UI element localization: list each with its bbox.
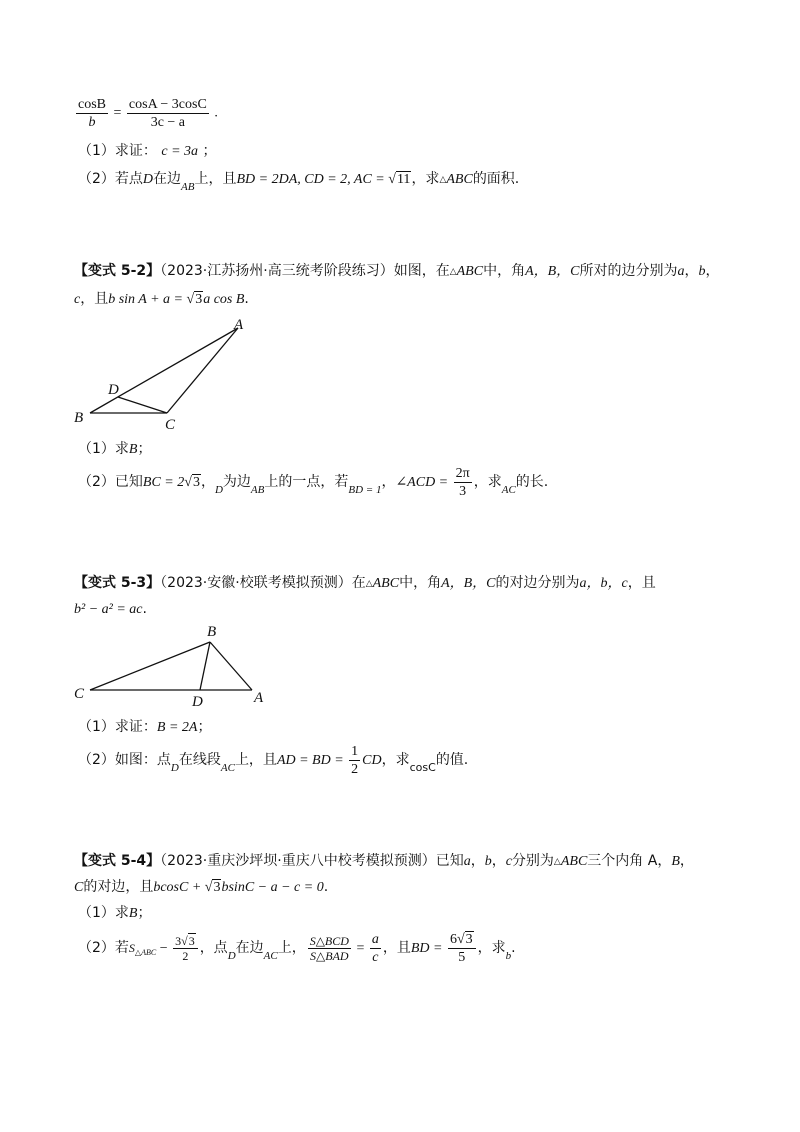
- p4-part2-frac-den: 2: [182, 948, 189, 963]
- p3-part2-text1: 在线段: [178, 752, 221, 768]
- p4-part2-bd-num-pre: 6: [449, 931, 457, 947]
- p2-part2-bd: BD = 1: [348, 484, 382, 496]
- p1-part1-label: （1）求证：: [78, 143, 157, 159]
- p4-part2-bd-fraction: $\frac{6√3}{5}$: [448, 931, 476, 966]
- p2-part2-bc-sqrt: 3: [192, 475, 200, 490]
- p4-part2-eq2: =: [352, 941, 368, 956]
- p4-part2-ratio-num: S△BCD: [309, 933, 349, 948]
- p2-part1-label: （1）求: [78, 441, 129, 457]
- p3-part1-math: B = 2A: [156, 720, 198, 735]
- p4-header: [74, 850, 694, 874]
- p3-part1-end: ；: [197, 719, 212, 735]
- p2-part2-sep2: ，: [381, 474, 396, 490]
- p3-part2-ac: AC: [220, 762, 235, 774]
- p1-part2-tri: △: [439, 175, 447, 185]
- p4-line2-c: C: [74, 880, 84, 895]
- p3-part2-frac-den: 2: [351, 761, 359, 777]
- p4-part1-label: （1）求: [78, 905, 129, 921]
- p3-part2-d: D: [170, 762, 179, 774]
- p4-sep2: ，: [491, 853, 506, 869]
- p2-part2-text4: 的长.: [515, 474, 549, 490]
- p2-tri: △: [449, 267, 457, 277]
- p1-part2-math: BD = 2DA, CD = 2, AC =: [236, 172, 389, 187]
- p4-source: （2023·重庆沙坪坝·重庆八中校考模拟预测）已知: [160, 853, 464, 869]
- p4-part1-end: ；: [137, 905, 152, 921]
- p1-part2-tri-name: ABC: [446, 172, 473, 187]
- p2-text2: 所对的边分别为: [579, 263, 678, 279]
- p4-part2-area-fraction: $\frac{3√3}{2}$: [173, 934, 198, 963]
- p1-condition: $\frac{\cos B}{b}$ = $\frac{\cos A - 3\cos C}{3c - a}$ .: [78, 97, 218, 130]
- p4-part2-text2: 在边: [235, 940, 264, 956]
- p3-part2-fraction: [349, 743, 360, 778]
- p3-header: [74, 572, 656, 596]
- p2-part2-frac-num: 2π: [455, 465, 470, 481]
- p1-part1: [78, 140, 217, 163]
- p4-tag: 【变式 5-4】: [74, 853, 161, 869]
- p2-line2-end: .: [244, 291, 249, 307]
- p3-text2: 的对边分别为: [495, 575, 580, 591]
- p4-text1: 分别为: [511, 853, 554, 869]
- p4-part2-text4: ，且: [382, 940, 411, 956]
- p1-rhs-fraction: [127, 96, 209, 131]
- p3-angles: A，B，C: [441, 576, 496, 591]
- p3-edge-cb: [90, 642, 210, 690]
- p4-text2: 三个内角 A: [587, 853, 658, 869]
- p1-lhs-den: b: [88, 115, 96, 130]
- p4-part2: [78, 926, 516, 972]
- p1-part2-point: D: [142, 172, 154, 187]
- p1-part1-math: c = 3a: [161, 144, 199, 159]
- p3-text3: ，且: [627, 575, 656, 591]
- p3-edge-ab: [210, 642, 252, 690]
- p3-part2-label: （2）如图：点: [78, 752, 171, 768]
- p2-part2-angle: ∠ACD =: [395, 475, 452, 490]
- p1-lhs-num: cosB: [78, 97, 106, 112]
- p2-part1-var: B: [128, 442, 138, 457]
- p3-segment-bd: [200, 642, 210, 690]
- p4-side-a: a: [463, 854, 471, 869]
- p1-lhs-fraction: [76, 96, 108, 131]
- p1-part2: （2）若点D在边$_{AB}$上，且BD = 2DA, CD = 2, AC = √11，求△ABC的面积.: [78, 171, 520, 193]
- p3-part2-math: AD = BD =: [276, 753, 348, 768]
- p2-angles: A，B，C: [525, 264, 580, 279]
- p1-part2-text1: 在边: [153, 171, 182, 187]
- p2-side-b: b: [698, 264, 706, 279]
- p3-part2-text3: ，求: [381, 752, 410, 768]
- p3-part2-math2: CD: [362, 753, 382, 768]
- p2-part2-text3: ，求: [473, 474, 502, 490]
- p4-part2-text3: 上，: [277, 940, 306, 956]
- p2-sep2: ，: [705, 263, 720, 279]
- p2-tri-name: ABC: [456, 264, 484, 279]
- p2-text1: 中，角: [483, 263, 526, 279]
- p4-line2: C的对边，且bcosC + √3bsinC − a − c = 0.: [74, 879, 329, 895]
- p4-side-b: b: [484, 854, 492, 869]
- p1-part2-label: （2）若点: [78, 171, 143, 187]
- p4-line2-end: .: [323, 879, 329, 895]
- p4-side-c: c: [505, 854, 512, 869]
- p4-part2-s-sub: △ABC: [134, 948, 157, 957]
- p1-condition-end: .: [214, 105, 218, 121]
- p2-line2-c: c: [74, 292, 81, 307]
- p4-part1: [78, 902, 151, 925]
- p2-part2-label: （2）已知: [78, 474, 143, 490]
- p4-part2-label: （2）若: [78, 940, 129, 956]
- p2-part2-text1: 为边: [222, 474, 251, 490]
- p4-part2-bd: BD =: [410, 941, 446, 956]
- p4-part2-b: b: [505, 950, 512, 962]
- p2-tag: 【变式 5-2】: [74, 263, 161, 279]
- p3-triangle-figure: [70, 620, 280, 712]
- p4-part2-bd-den: 5: [458, 949, 466, 965]
- p3-tag: 【变式 5-3】: [74, 575, 161, 591]
- p1-part2-text2: 上，且: [194, 171, 237, 187]
- p4-part2-ac: AC: [263, 950, 278, 962]
- p2-part1: [78, 438, 151, 461]
- p2-sep1: ，: [684, 263, 699, 279]
- p4-part2-d: D: [227, 950, 236, 962]
- p2-label-c: C: [165, 417, 176, 433]
- p4-tri-name: ABC: [560, 854, 588, 869]
- p2-line2-math: b sin A + a =: [108, 292, 187, 307]
- p1-part1-end: ；: [202, 143, 217, 159]
- p3-line2: [74, 598, 147, 621]
- p4-part2-s: S: [128, 941, 135, 955]
- p4-part2-text5: ，求: [477, 940, 506, 956]
- p3-part2-cos: cosC: [409, 761, 436, 774]
- p1-part2-text4: 的面积.: [472, 171, 520, 187]
- p2-label-a: A: [234, 317, 244, 333]
- p3-part2-frac-num: 1: [351, 743, 359, 759]
- p3-source: （2023·安徽·校联考模拟预测）在: [160, 575, 366, 591]
- p2-part2-fraction: [454, 465, 472, 500]
- p2-part2-frac-den: 3: [459, 483, 467, 499]
- p4-sep4: ，: [679, 853, 694, 869]
- p3-label-a: A: [254, 690, 264, 706]
- p2-line2-sqrt: 3: [195, 292, 203, 307]
- p2-part2-text2: 上的一点，若: [264, 474, 349, 490]
- p3-tri-name: ABC: [372, 576, 400, 591]
- p2-part2-ac: AC: [501, 484, 516, 496]
- p2-edge-ba: [90, 328, 238, 413]
- p3-line2-math: b² − a² = ac: [74, 602, 143, 617]
- p3-label-c: C: [74, 686, 85, 702]
- p2-label-b: B: [74, 410, 84, 426]
- p4-angle-b: B: [671, 854, 680, 869]
- p1-rhs-num: cosA − 3cosC: [128, 97, 207, 112]
- p2-line2: c，且b sin A + a = √3a cos B.: [74, 291, 249, 307]
- p3-part1: [78, 716, 211, 739]
- p3-tri: △: [365, 579, 373, 589]
- p1-part2-edge: AB: [181, 181, 195, 193]
- p4-line2-sqrt: 3: [213, 880, 221, 895]
- p2-part2-ab: AB: [250, 484, 265, 496]
- p4-sep3: ，: [657, 853, 672, 869]
- p2-part2-bc: BC = 2: [142, 475, 185, 490]
- p2-source: （2023·江苏扬州·高三统考阶段练习）如图，在: [160, 263, 450, 279]
- p4-part2-eq: −: [156, 941, 172, 956]
- p4-part2-rhs-fraction: [370, 931, 381, 966]
- p4-line2-text: 的对边，且: [83, 879, 154, 895]
- p4-part2-frac-num-sqrt: 3: [188, 933, 195, 948]
- p2-triangle-figure: [70, 312, 270, 434]
- p4-line2-math: bcosC +: [153, 880, 205, 895]
- p2-line2-text: ，且: [80, 291, 109, 307]
- p3-part2-text2: 上，且: [234, 752, 277, 768]
- p2-part2-sep: ，: [200, 474, 215, 490]
- p3-sides: a，b，c: [579, 576, 628, 591]
- p3-label-d: D: [192, 694, 203, 710]
- p4-part2-frac-num-pre: 3: [175, 933, 182, 948]
- p4-part2-rhs-den: c: [372, 949, 379, 965]
- p1-rhs-den: 3c − a: [150, 115, 186, 130]
- p2-segment-cd: [118, 397, 167, 413]
- p3-line2-end: .: [142, 601, 147, 617]
- p3-part1-label: （1）求证：: [78, 719, 157, 735]
- p3-label-b: B: [207, 624, 217, 640]
- p2-part2-d: D: [214, 484, 223, 496]
- p1-part2-sqrt: 11: [396, 172, 411, 187]
- p4-line2-math2: bsinC − a − c = 0: [221, 880, 324, 895]
- p2-line2-math2: a cos B: [203, 292, 245, 307]
- p4-tri: △: [553, 857, 561, 867]
- p4-sep1: ，: [470, 853, 485, 869]
- p2-part2: （2）已知BC = 2√3，$_D$为边$_{AB}$上的一点，若$_{BD = 1}$，∠ACD = $\frac{2\pi}{3}$ ，求$_{AC}$的长.: [78, 465, 549, 499]
- p2-label-d: D: [108, 382, 119, 398]
- p3-part2: [78, 740, 468, 781]
- p4-part2-text1: ，点: [199, 940, 228, 956]
- p2-header: [74, 260, 720, 284]
- p4-part2-ratio-fraction: [308, 934, 351, 963]
- p2-edge-ca: [167, 328, 238, 413]
- p4-part1-var: B: [128, 906, 138, 921]
- p4-part2-bd-num-sqrt: 3: [465, 931, 473, 947]
- p4-part2-rhs-num: a: [371, 931, 379, 947]
- p1-part2-text3: ，求: [411, 171, 440, 187]
- p4-part2-end: .: [511, 940, 516, 956]
- p2-side-a: a: [677, 264, 685, 279]
- p4-part2-ratio-den: S△BAD: [310, 948, 349, 963]
- p2-part1-end: ；: [137, 441, 152, 457]
- p3-text1: 中，角: [399, 575, 442, 591]
- p3-part2-text4: 的值.: [435, 752, 469, 768]
